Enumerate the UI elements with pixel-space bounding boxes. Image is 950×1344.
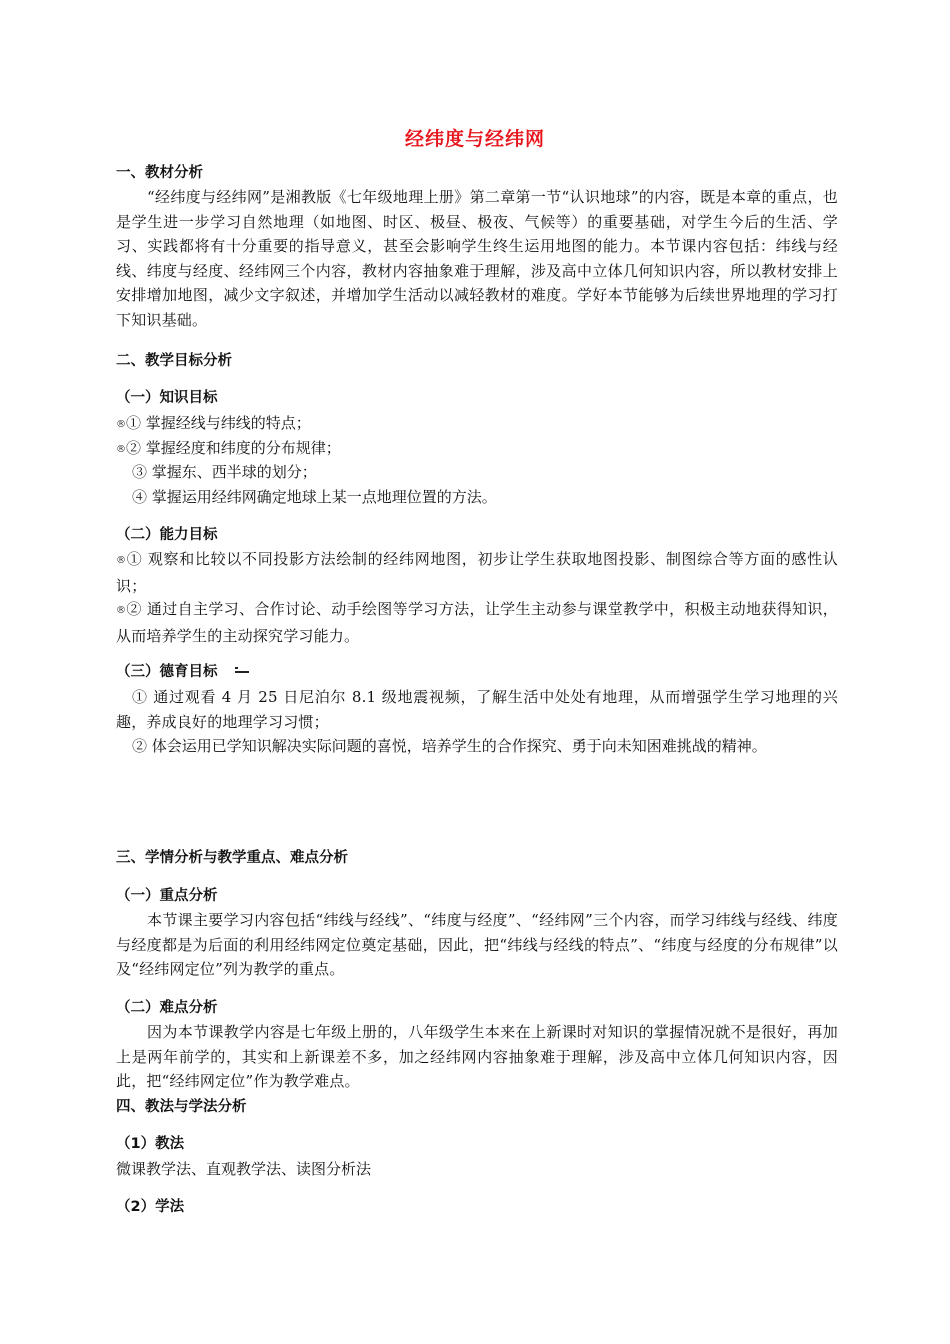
textbook-analysis-paragraph: “经纬度与经纬网”是湘教版《七年级地理上册》第二章第一节“认识地球”的内容，既是本章的重点，也是学生进一步学习自然地理（如地图、时区、极昼、极夜、气候等）的重要基础，对学生今后的生活、学习、实践都将有十分重要的指导意义，甚至会影响学生终生运用地图的能力。本节课内容包括：纬线与经线、纬度与经度、经纬网三个内容，教材内容抽象难于理解，涉及高中立体几何知识内容，所以教材安排上安排增加地图，减少文字叙述，并增加学生活动以减轻教材的难度。学好本节能够为后续世界地理的学习打下知识基础。 bbox=[116, 188, 838, 329]
document-title: 经纬度与经纬网 bbox=[404, 128, 545, 150]
subheading-ability-objectives: （二）能力目标 bbox=[116, 527, 218, 543]
subheading-learning-method: （2）学法 bbox=[116, 1199, 185, 1215]
subheading-knowledge-objectives: （一）知识目标 bbox=[116, 390, 218, 406]
section-heading-methods: 四、教法与学法分析 bbox=[116, 1099, 247, 1115]
list-marker-icon: ® bbox=[116, 605, 127, 616]
section-heading-textbook-analysis: 一、教材分析 bbox=[116, 165, 203, 181]
knowledge-item: ④ 掌握运用经纬网确定地球上某一点地理位置的方法。 bbox=[132, 488, 497, 506]
difficulty-analysis-paragraph: 因为本节课教学内容是七年级上册的，八年级学生本来在上新课时对知识的掌握情况就不是很好，再加上是两年前学的，其实和上新课差不多，加之经纬网内容抽象难于理解，涉及高中立体几何知识内容，因此，把“经纬网定位”作为教学难点。 bbox=[116, 1023, 838, 1090]
teaching-method-text: 微课教学法、直观教学法、读图分析法 bbox=[116, 1160, 372, 1178]
subheading-difficulty-analysis: （二）难点分析 bbox=[116, 1000, 218, 1016]
list-marker-icon: ® bbox=[116, 419, 126, 430]
ability-item: ®① 观察和比较以不同投影方法绘制的经纬网地图，初步让学生获取地图投影、制图综合等方面的感性认识； bbox=[116, 550, 838, 595]
focus-analysis-paragraph: 本节课主要学习内容包括“纬线与经线”、“纬度与经度”、“经纬网”三个内容，而学习纬线与经线、纬度与经度都是为后面的利用经纬网定位奠定基础，因此，把“纬线与经线的特点”、“纬度与经度的分布规律”以及“经纬网定位”列为教学的重点。 bbox=[116, 911, 838, 978]
stray-mark-icon bbox=[235, 667, 249, 675]
knowledge-item: ®① 掌握经线与纬线的特点； bbox=[116, 414, 311, 432]
knowledge-item: ③ 掌握东、西半球的划分； bbox=[132, 463, 317, 481]
subheading-focus-analysis: （一）重点分析 bbox=[116, 888, 218, 904]
ability-item: ®② 通过自主学习、合作讨论、动手绘图等学习方法，让学生主动参与课堂教学中，积极主动地获得知识，从而培养学生的主动探究学习能力。 bbox=[116, 600, 838, 645]
moral-item: ① 通过观看 4 月 25 日尼泊尔 8.1 级地震视频，了解生活中处处有地理，从而增强学生学习地理的兴趣，养成良好的地理学习习惯； bbox=[116, 688, 838, 731]
knowledge-item: ®② 掌握经度和纬度的分布规律； bbox=[116, 439, 341, 457]
section-heading-objectives: 二、教学目标分析 bbox=[116, 353, 232, 369]
subheading-teaching-method: （1）教法 bbox=[116, 1136, 185, 1152]
subheading-moral-objectives: （三）德育目标 bbox=[116, 664, 218, 680]
section-heading-learner-analysis: 三、学情分析与教学重点、难点分析 bbox=[116, 850, 348, 866]
moral-item: ② 体会运用已学知识解决实际问题的喜悦，培养学生的合作探究、勇于向未知困难挑战的精神。 bbox=[132, 737, 767, 755]
list-marker-icon: ® bbox=[116, 444, 126, 455]
list-marker-icon: ® bbox=[116, 555, 127, 566]
